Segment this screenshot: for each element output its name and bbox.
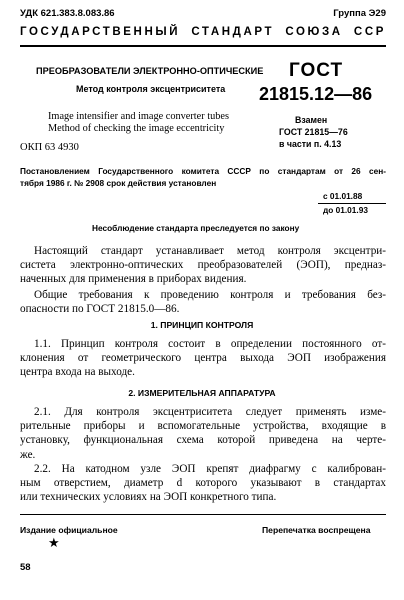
udc-code: УДК 621.383.8.083.86: [20, 8, 115, 19]
page-number: 58: [20, 562, 31, 573]
section-2-paragraph-1: [20, 405, 386, 462]
section-1-paragraph: [20, 337, 386, 380]
replaces-label: Взамен: [295, 115, 328, 125]
text-line: систета электронно-оптических преобразователей (ЭОП), предназ-: [20, 259, 386, 272]
section-1-heading: 1. ПРИНЦИП КОНТРОЛЯ: [150, 320, 254, 330]
text-line: же.: [20, 448, 36, 461]
document-title: ПРЕОБРАЗОВАТЕЛИ ЭЛЕКТРОННО-ОПТИЧЕСКИЕ: [36, 66, 264, 76]
section-2-heading: 2. ИЗМЕРИТЕЛЬНАЯ АППАРАТУРА: [128, 388, 276, 398]
intro-paragraph-2: [20, 288, 386, 316]
text-line: 2.2. На катодном узле ЭОП крепят диафрагму с калиброван-: [34, 463, 386, 475]
text-line: наченных для применения в приборах видения.: [20, 273, 247, 286]
gost-number: 21815.12—86: [259, 84, 373, 104]
gost-label: ГОСТ: [289, 60, 344, 81]
effective-dates-rule: [318, 203, 386, 204]
intro-paragraph-1: [20, 244, 386, 287]
text-line: рительные приборы и вспомогательные устройства, входящие в: [20, 420, 386, 433]
decree-line-1: Постановлением Государственного комитета СССР по стандартам от 26 сен-: [20, 166, 386, 176]
english-title-line-2: Method of checking the image eccentricity: [48, 123, 225, 134]
text-line: ным отверстием, диаметр d которого указывают в стандартах: [20, 477, 386, 490]
text-line: или технических условиях на ЭОП конкретного типа.: [20, 491, 277, 504]
text-line: опасности по ГОСТ 21815.0—86.: [20, 303, 180, 316]
text-line: установку, функциональная схема которой приведена на черте-: [20, 434, 386, 447]
section-2-paragraph-2: [20, 462, 386, 505]
text-line: Общие требования к проведению контроля и требования без-: [34, 289, 386, 301]
document-subtitle: Метод контроля эксцентриситета: [76, 84, 226, 94]
text-line: 2.1. Для контроля эксцентриситета следует применять изме-: [34, 406, 386, 418]
standard-banner: ГОСУДАРСТВЕННЫЙ СТАНДАРТ СОЮЗА ССР: [20, 26, 386, 38]
text-line: центра входа на выходе.: [20, 366, 135, 379]
star-icon: ★: [48, 535, 60, 550]
text-line: клонения от геометрического центра выхода ЭОП изображения: [20, 352, 386, 365]
footer-rule: [20, 514, 386, 515]
replaced-clause: в части п. 4.13: [279, 139, 342, 149]
header-rule: [20, 45, 386, 47]
group-code: Группа Э29: [333, 8, 386, 19]
replaced-standard: ГОСТ 21815—76: [279, 127, 348, 137]
violation-notice: Несоблюдение стандарта преследуется по закону: [92, 223, 300, 233]
text-line: 1.1. Принцип контроля состоит в определении постоянного от-: [34, 338, 386, 350]
text-line: Настоящий стандарт устанавливает метод контроля эксцентри-: [34, 245, 386, 257]
effective-to: до 01.01.93: [323, 205, 368, 215]
reprint-prohibited-label: Перепечатка воспрещена: [262, 525, 371, 535]
official-edition-label: Издание официальное: [20, 525, 118, 535]
english-title-line-1: Image intensifier and image converter tubes: [48, 111, 229, 122]
decree-line-2: тября 1986 г. № 2908 срок действия установлен: [20, 178, 217, 188]
effective-from: с 01.01.88: [323, 191, 363, 201]
okp-code: ОКП 63 4930: [20, 142, 79, 153]
